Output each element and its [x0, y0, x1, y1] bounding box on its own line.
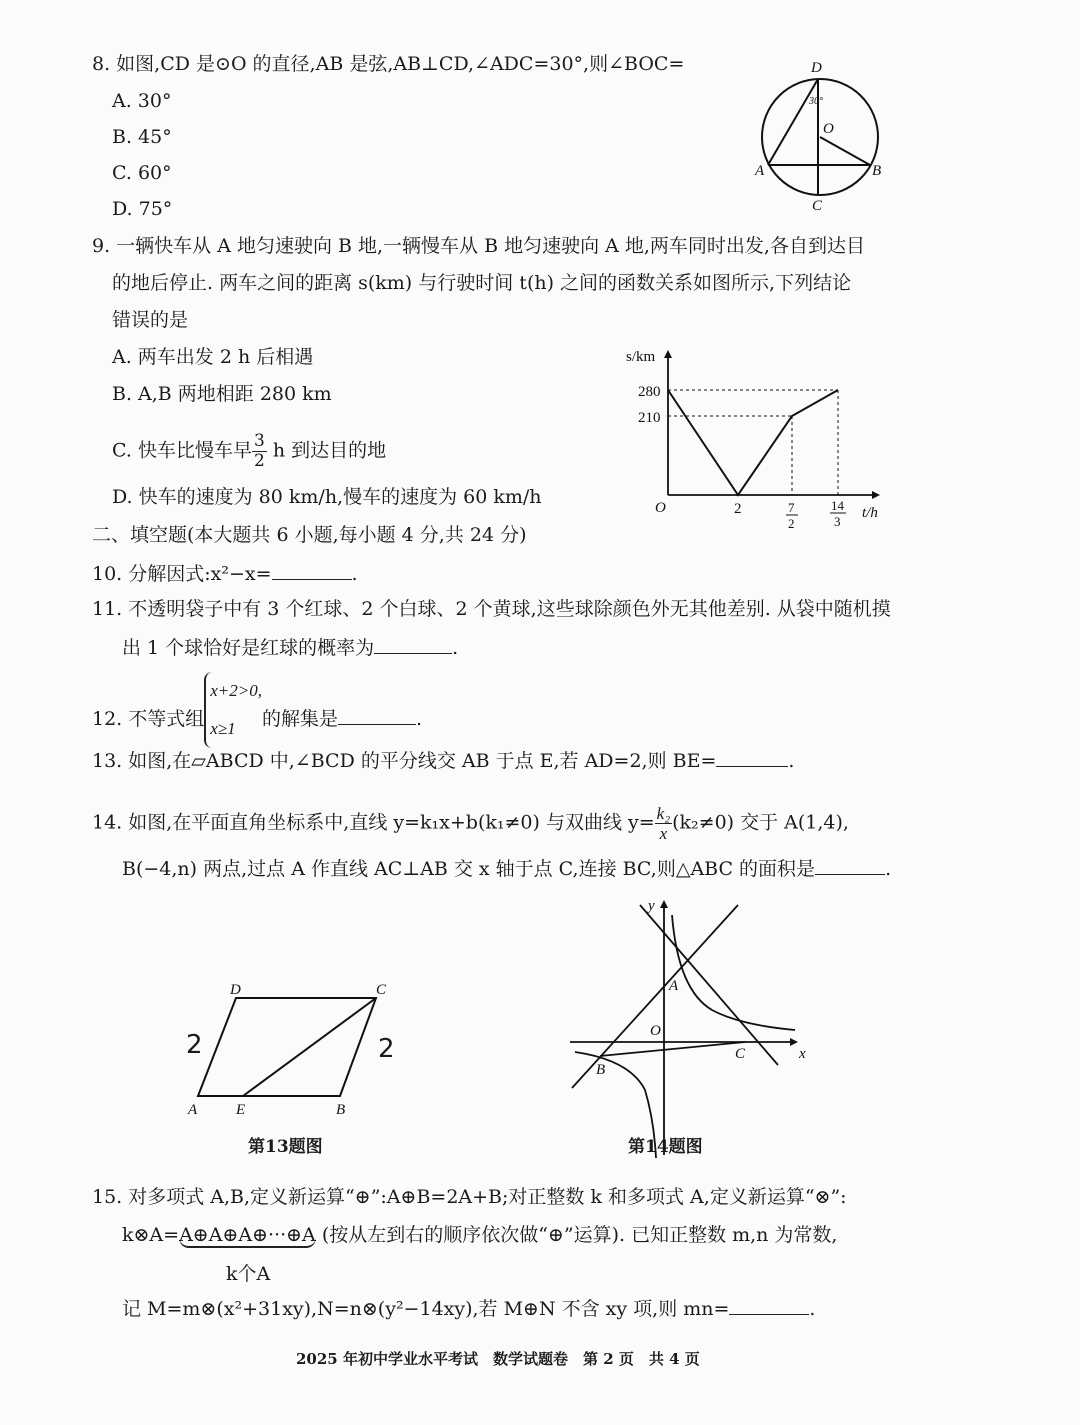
q8-stem: 8. 如图,CD 是⊙O 的直径,AB 是弦,AB⊥CD,∠ADC=30°,则∠BOC= — [92, 53, 685, 75]
q8-option-b: B. 45° — [112, 126, 172, 148]
xtick-2: 2 — [734, 501, 742, 517]
x-axis-label: t/h — [862, 505, 878, 521]
handwritten-2-left: 2 — [186, 1030, 203, 1060]
xtick-7-2-den: 2 — [788, 516, 795, 531]
fig13-c: C — [376, 982, 387, 998]
fig14-caption: 第14题图 — [628, 1137, 703, 1157]
y-axis-label: s/km — [626, 349, 656, 365]
q15-line-2: k⊗A=A⊕A⊕A⊕···⊕A (按从左到右的顺序依次做“⊕”运算). 已知正整数 m,n 为常数, — [122, 1224, 838, 1246]
q9-line-3: 错误的是 — [112, 309, 189, 331]
label-d: D — [811, 60, 822, 76]
q12: 12. 不等式组 x+2>0, x≥1 的解集是 . — [92, 692, 422, 748]
label-a: A — [755, 163, 765, 179]
q9-line-2: 的地后停止. 两车之间的距离 s(km) 与行驶时间 t(h) 之间的函数关系如图所示,下列结论 — [112, 272, 852, 294]
label-c: C — [812, 198, 823, 214]
q15-line-1: 15. 对多项式 A,B,定义新运算“⊕”:A⊕B=2A+B;对正整数 k 和多项式 A,定义新运算“⊗”: — [92, 1186, 847, 1208]
fig14-b: B — [596, 1062, 606, 1078]
section-heading: 二、填空题(本大题共 6 小题,每小题 4 分,共 24 分) — [92, 524, 527, 546]
xtick-7-2-num: 7 — [788, 500, 795, 515]
q10: 10. 分解因式:x²−x= . — [92, 563, 358, 585]
ytick-210: 210 — [638, 410, 661, 426]
fig14-c: C — [735, 1046, 746, 1062]
label-o: O — [823, 121, 834, 137]
ytick-280: 280 — [638, 384, 661, 400]
fig13-d: D — [230, 982, 241, 998]
q15-line-3: 记 M=m⊗(x²+31xy),N=n⊗(y²−14xy),若 M⊕N 不含 xy 项,则 mn= . — [122, 1298, 816, 1320]
fig13-b: B — [336, 1102, 346, 1118]
handwritten-2-right: 2 — [378, 1034, 395, 1064]
fig14-y: y — [648, 898, 655, 914]
fig13-a: A — [188, 1102, 198, 1118]
q14-line-1: 14. 如图,在平面直角坐标系中,直线 y=k₁x+b(k₁≠0) 与双曲线 y= $\frac{\text{k₂}}{x}$ (k₂≠0) 交于 A(1,4), — [92, 804, 849, 843]
q11-line-1: 11. 不透明袋子中有 3 个红球、2 个白球、2 个黄球,这些球除颜色外无其他差别. 从袋中随机摸 — [92, 598, 891, 620]
q9-line-1: 9. 一辆快车从 A 地匀速驶向 B 地,一辆慢车从 B 地匀速驶向 A 地,两车同时出发,各自到达目 — [92, 235, 865, 257]
label-angle: 30° — [809, 96, 823, 107]
q14-line-2: B(−4,n) 两点,过点 A 作直线 AC⊥AB 交 x 轴于点 C,连接 BC,则△ABC 的面积是 . — [122, 858, 892, 880]
q13: 13. 如图,在▱ABCD 中,∠BCD 的平分线交 AB 于点 E,若 AD=2,则 BE= . — [92, 750, 795, 772]
fig14-a: A — [669, 978, 679, 994]
q9-option-c: C. 快车比慢车早 $\frac{3}{2}$ h 到达目的地 — [112, 431, 387, 471]
fig13-caption: 第13题图 — [248, 1137, 323, 1157]
brace-group: A⊕A⊕A⊕···⊕A — [179, 1224, 316, 1246]
page-footer: 2025 年初中学业水平考试 数学试题卷 第 2 页 共 4 页 — [296, 1350, 700, 1368]
q15-brace-label: k个A — [226, 1263, 271, 1285]
q8-option-a: A. 30° — [112, 90, 172, 112]
origin-label: O — [655, 500, 666, 516]
q8-option-c: C. 60° — [112, 162, 172, 184]
fig14-x: x — [799, 1046, 806, 1062]
xtick-14-3-den: 3 — [834, 514, 841, 529]
q9-option-a: A. 两车出发 2 h 后相遇 — [112, 346, 314, 368]
q11-line-2: 出 1 个球恰好是红球的概率为 . — [122, 637, 459, 659]
label-b: B — [872, 163, 882, 179]
q9-option-b: B. A,B 两地相距 280 km — [112, 383, 332, 405]
xtick-14-3-num: 14 — [831, 498, 844, 513]
fig14-o: O — [650, 1023, 661, 1039]
fig13-e: E — [236, 1102, 246, 1118]
q9-option-d: D. 快车的速度为 80 km/h,慢车的速度为 60 km/h — [112, 486, 542, 508]
q8-option-d: D. 75° — [112, 198, 173, 220]
